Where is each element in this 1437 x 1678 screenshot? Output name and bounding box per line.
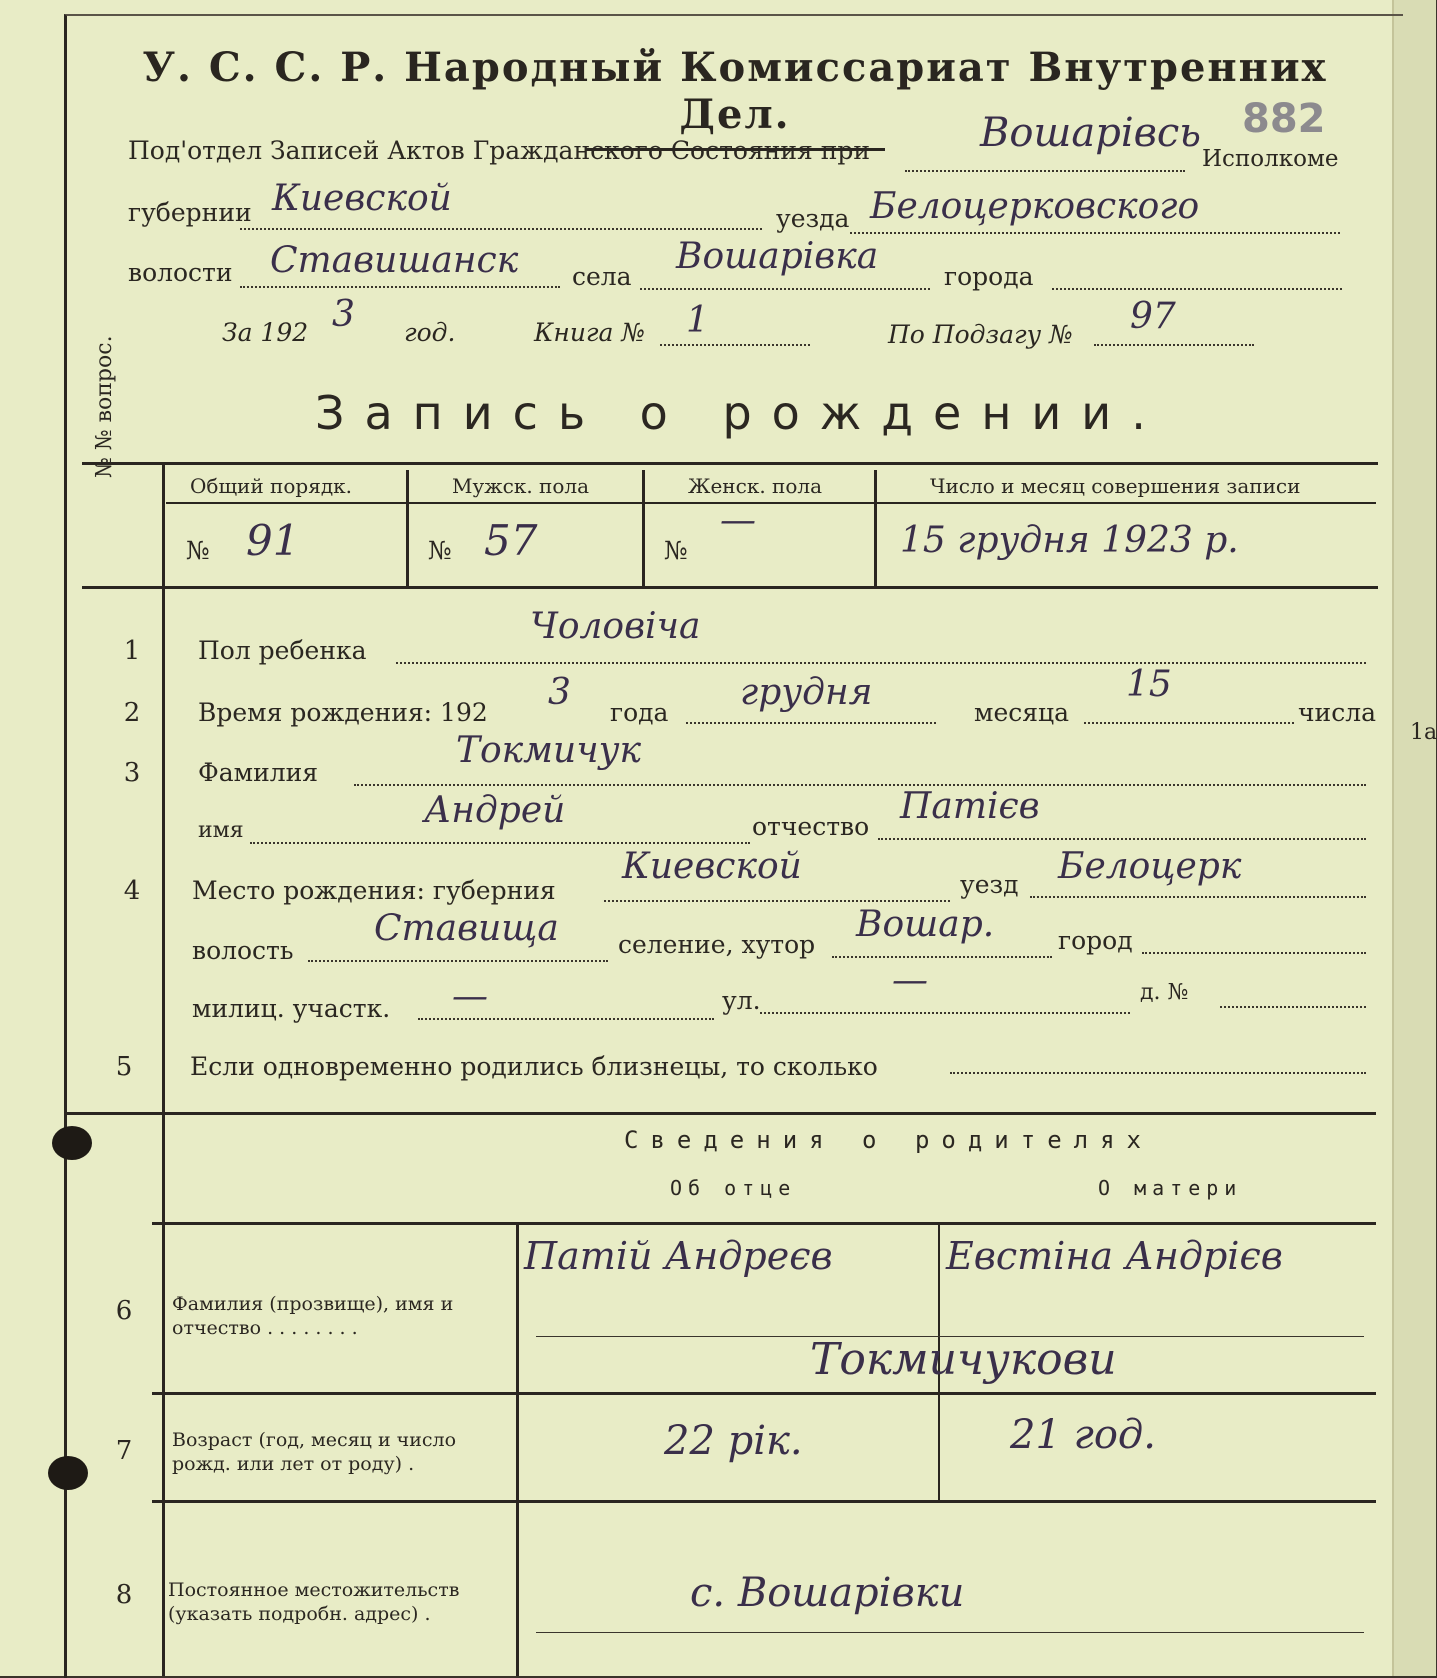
row-number-6: 6 <box>115 1296 133 1326</box>
birthplace-gub-line <box>604 900 950 902</box>
surname-value: Токмичук <box>456 730 641 771</box>
subheader-line <box>166 502 1376 504</box>
village-line <box>832 956 1052 958</box>
male-number-value: 57 <box>484 516 538 565</box>
sex-line <box>396 662 1366 664</box>
patronymic-label: отчество <box>752 812 870 841</box>
female-no-prefix: № <box>664 536 688 565</box>
twins-label: Если одновременно родились близнецы, то сколько <box>190 1052 878 1081</box>
volost-line-row4 <box>308 960 608 962</box>
selo-label: села <box>572 262 632 291</box>
subdept-label: Под'отдел Записей Актов Гражданского Состояния при <box>128 136 871 165</box>
volost-value: Ставишанск <box>270 240 519 281</box>
col-date-header: Число и месяц совершения записи <box>930 474 1301 498</box>
parent-age-label: Возраст (год, месяц и число рожд. или лет от роду) . <box>172 1429 457 1475</box>
stamp-number: 882 <box>1242 96 1326 142</box>
father-age-value: 22 рік. <box>664 1418 803 1464</box>
book-value: 1 <box>686 300 709 341</box>
row-number-3: 3 <box>123 758 141 788</box>
family-surname-value: Токмичукови <box>810 1334 1117 1385</box>
surname-label: Фамилия <box>198 758 319 787</box>
col-divider-1 <box>406 470 409 586</box>
record-date-value: 15 грудня 1923 р. <box>900 520 1239 561</box>
book-label: Книга № <box>534 318 646 347</box>
day-word: числа <box>1298 698 1376 727</box>
subsect-line <box>1094 344 1254 346</box>
parents-label-divider <box>516 1222 519 1676</box>
surname-line <box>354 784 1366 786</box>
selo-line <box>640 288 930 290</box>
twins-line <box>950 1072 1366 1074</box>
father-header: Об отце <box>670 1176 797 1200</box>
uezd-value-row4: Белоцерк <box>1058 846 1242 887</box>
general-number-value: 91 <box>246 516 300 565</box>
row-number-7: 7 <box>115 1436 133 1466</box>
subsect-label: По Подзагу № <box>888 320 1073 349</box>
city-label: город <box>1058 926 1133 955</box>
question-number-header-text: № № вопрос. <box>92 335 117 478</box>
female-number-value: — <box>720 500 756 541</box>
name-label: имя <box>198 818 244 843</box>
name-line <box>250 842 750 844</box>
year-suffix: год. <box>404 318 456 347</box>
uezd-line <box>850 232 1340 234</box>
street-value: — <box>892 960 928 1001</box>
militia-value: — <box>452 976 488 1017</box>
volost-line <box>240 286 560 288</box>
residence-value: с. Вошарівки <box>690 1570 965 1616</box>
table-top-border <box>82 462 1378 465</box>
sex-value: Чоловіча <box>530 606 701 647</box>
parent-name-label: Фамилия (прозвище), имя и отчество . . . . . . . . <box>172 1293 454 1339</box>
sex-label: Пол ребенка <box>198 636 367 665</box>
uezd-value: Белоцерковского <box>870 186 1200 227</box>
row-number-8: 8 <box>115 1580 133 1610</box>
general-no-prefix: № <box>186 536 210 565</box>
col-divider-2 <box>642 470 645 586</box>
uezd-line-row4 <box>1030 896 1366 898</box>
col-male-header: Мужск. пола <box>452 474 590 498</box>
col-general-header: Общий порядк. <box>190 474 353 498</box>
subdept-value: Вошарівсь <box>980 110 1202 156</box>
year-label <box>222 318 308 347</box>
uezd-label: уезда <box>776 204 850 233</box>
parents-header-bottom <box>152 1222 1376 1225</box>
year-prefix: За 192 <box>222 318 309 347</box>
gorod-label: города <box>944 262 1034 291</box>
edge-fragment-text: 1а <box>1410 720 1437 745</box>
patronymic-value: Патієв <box>900 786 1040 827</box>
subdept-line <box>905 170 1185 172</box>
residence-line <box>536 1632 1364 1633</box>
punch-hole-top <box>52 1126 92 1160</box>
male-no-prefix: № <box>428 536 452 565</box>
mother-name-value: Евстіна Андрієв <box>946 1234 1283 1278</box>
row-number-1: 1 <box>123 636 141 666</box>
volost-value-row4: Ставища <box>374 908 559 949</box>
day-line <box>1084 722 1294 724</box>
name-value: Андрей <box>424 790 566 831</box>
row-number-5: 5 <box>115 1052 133 1082</box>
day-value: 15 <box>1126 664 1172 705</box>
selo-value: Вошарівка <box>676 236 879 277</box>
row-number-2: 2 <box>123 698 141 728</box>
gubernia-label: губернии <box>128 198 252 227</box>
mother-header: О матери <box>1098 1176 1243 1200</box>
month-value: грудня <box>740 672 873 713</box>
row-8-top-border <box>152 1500 1376 1503</box>
city-line <box>1142 952 1366 954</box>
village-value: Вошар. <box>856 904 995 945</box>
street-label: ул. <box>722 986 761 1015</box>
volost-label: волости <box>128 258 233 287</box>
row-7-top-border <box>152 1392 1376 1395</box>
militia-label: милиц. участк. <box>192 994 391 1023</box>
house-label: д. № <box>1140 980 1189 1005</box>
birth-year-digit: 3 <box>548 672 571 713</box>
record-title: Запись о рождении. <box>315 386 1166 440</box>
month-line <box>686 722 936 724</box>
subsect-value: 97 <box>1130 296 1176 337</box>
birthplace-label: Место рождения: губерния <box>192 876 556 905</box>
birth-time-label: Время рождения: 192 <box>198 698 488 727</box>
col-divider-3 <box>874 470 877 586</box>
uezd-label-row4: уезд <box>960 870 1019 899</box>
book-line <box>660 344 810 346</box>
row-number-4: 4 <box>123 876 141 906</box>
parents-section-top-border <box>64 1112 1376 1115</box>
volost-label-row4: волость <box>192 936 294 965</box>
ispolkom-label: Исполкоме <box>1202 146 1339 172</box>
residence-label: Постоянное местожительств (указать подробн. адрес) . <box>168 1579 460 1625</box>
militia-line <box>418 1018 714 1020</box>
house-line <box>1220 1006 1366 1008</box>
village-label: селение, хутор <box>618 930 816 959</box>
father-name-value: Патій Андреєв <box>524 1234 833 1278</box>
question-number-header <box>92 335 117 478</box>
parents-section-title: Сведения о родителях <box>624 1126 1153 1154</box>
number-column-divider <box>162 462 165 1676</box>
gorod-line <box>1052 288 1342 290</box>
punch-hole-bottom <box>48 1456 88 1490</box>
month-word: месяца <box>974 698 1069 727</box>
gubernia-value: Киевской <box>272 178 452 219</box>
ministry-title: У. С. С. Р. Народный Комиссариат Внутренних Дел. <box>142 44 1328 138</box>
gubernia-line <box>240 228 762 230</box>
year-value: 3 <box>332 294 355 335</box>
col-female-header: Женск. пола <box>688 474 823 498</box>
table-header-bottom <box>82 586 1378 589</box>
patronymic-line <box>878 838 1366 840</box>
year-word: года <box>610 698 669 727</box>
street-line <box>760 1012 1130 1014</box>
birthplace-gub-value: Киевской <box>622 846 802 887</box>
mother-age-value: 21 год. <box>1010 1412 1156 1458</box>
